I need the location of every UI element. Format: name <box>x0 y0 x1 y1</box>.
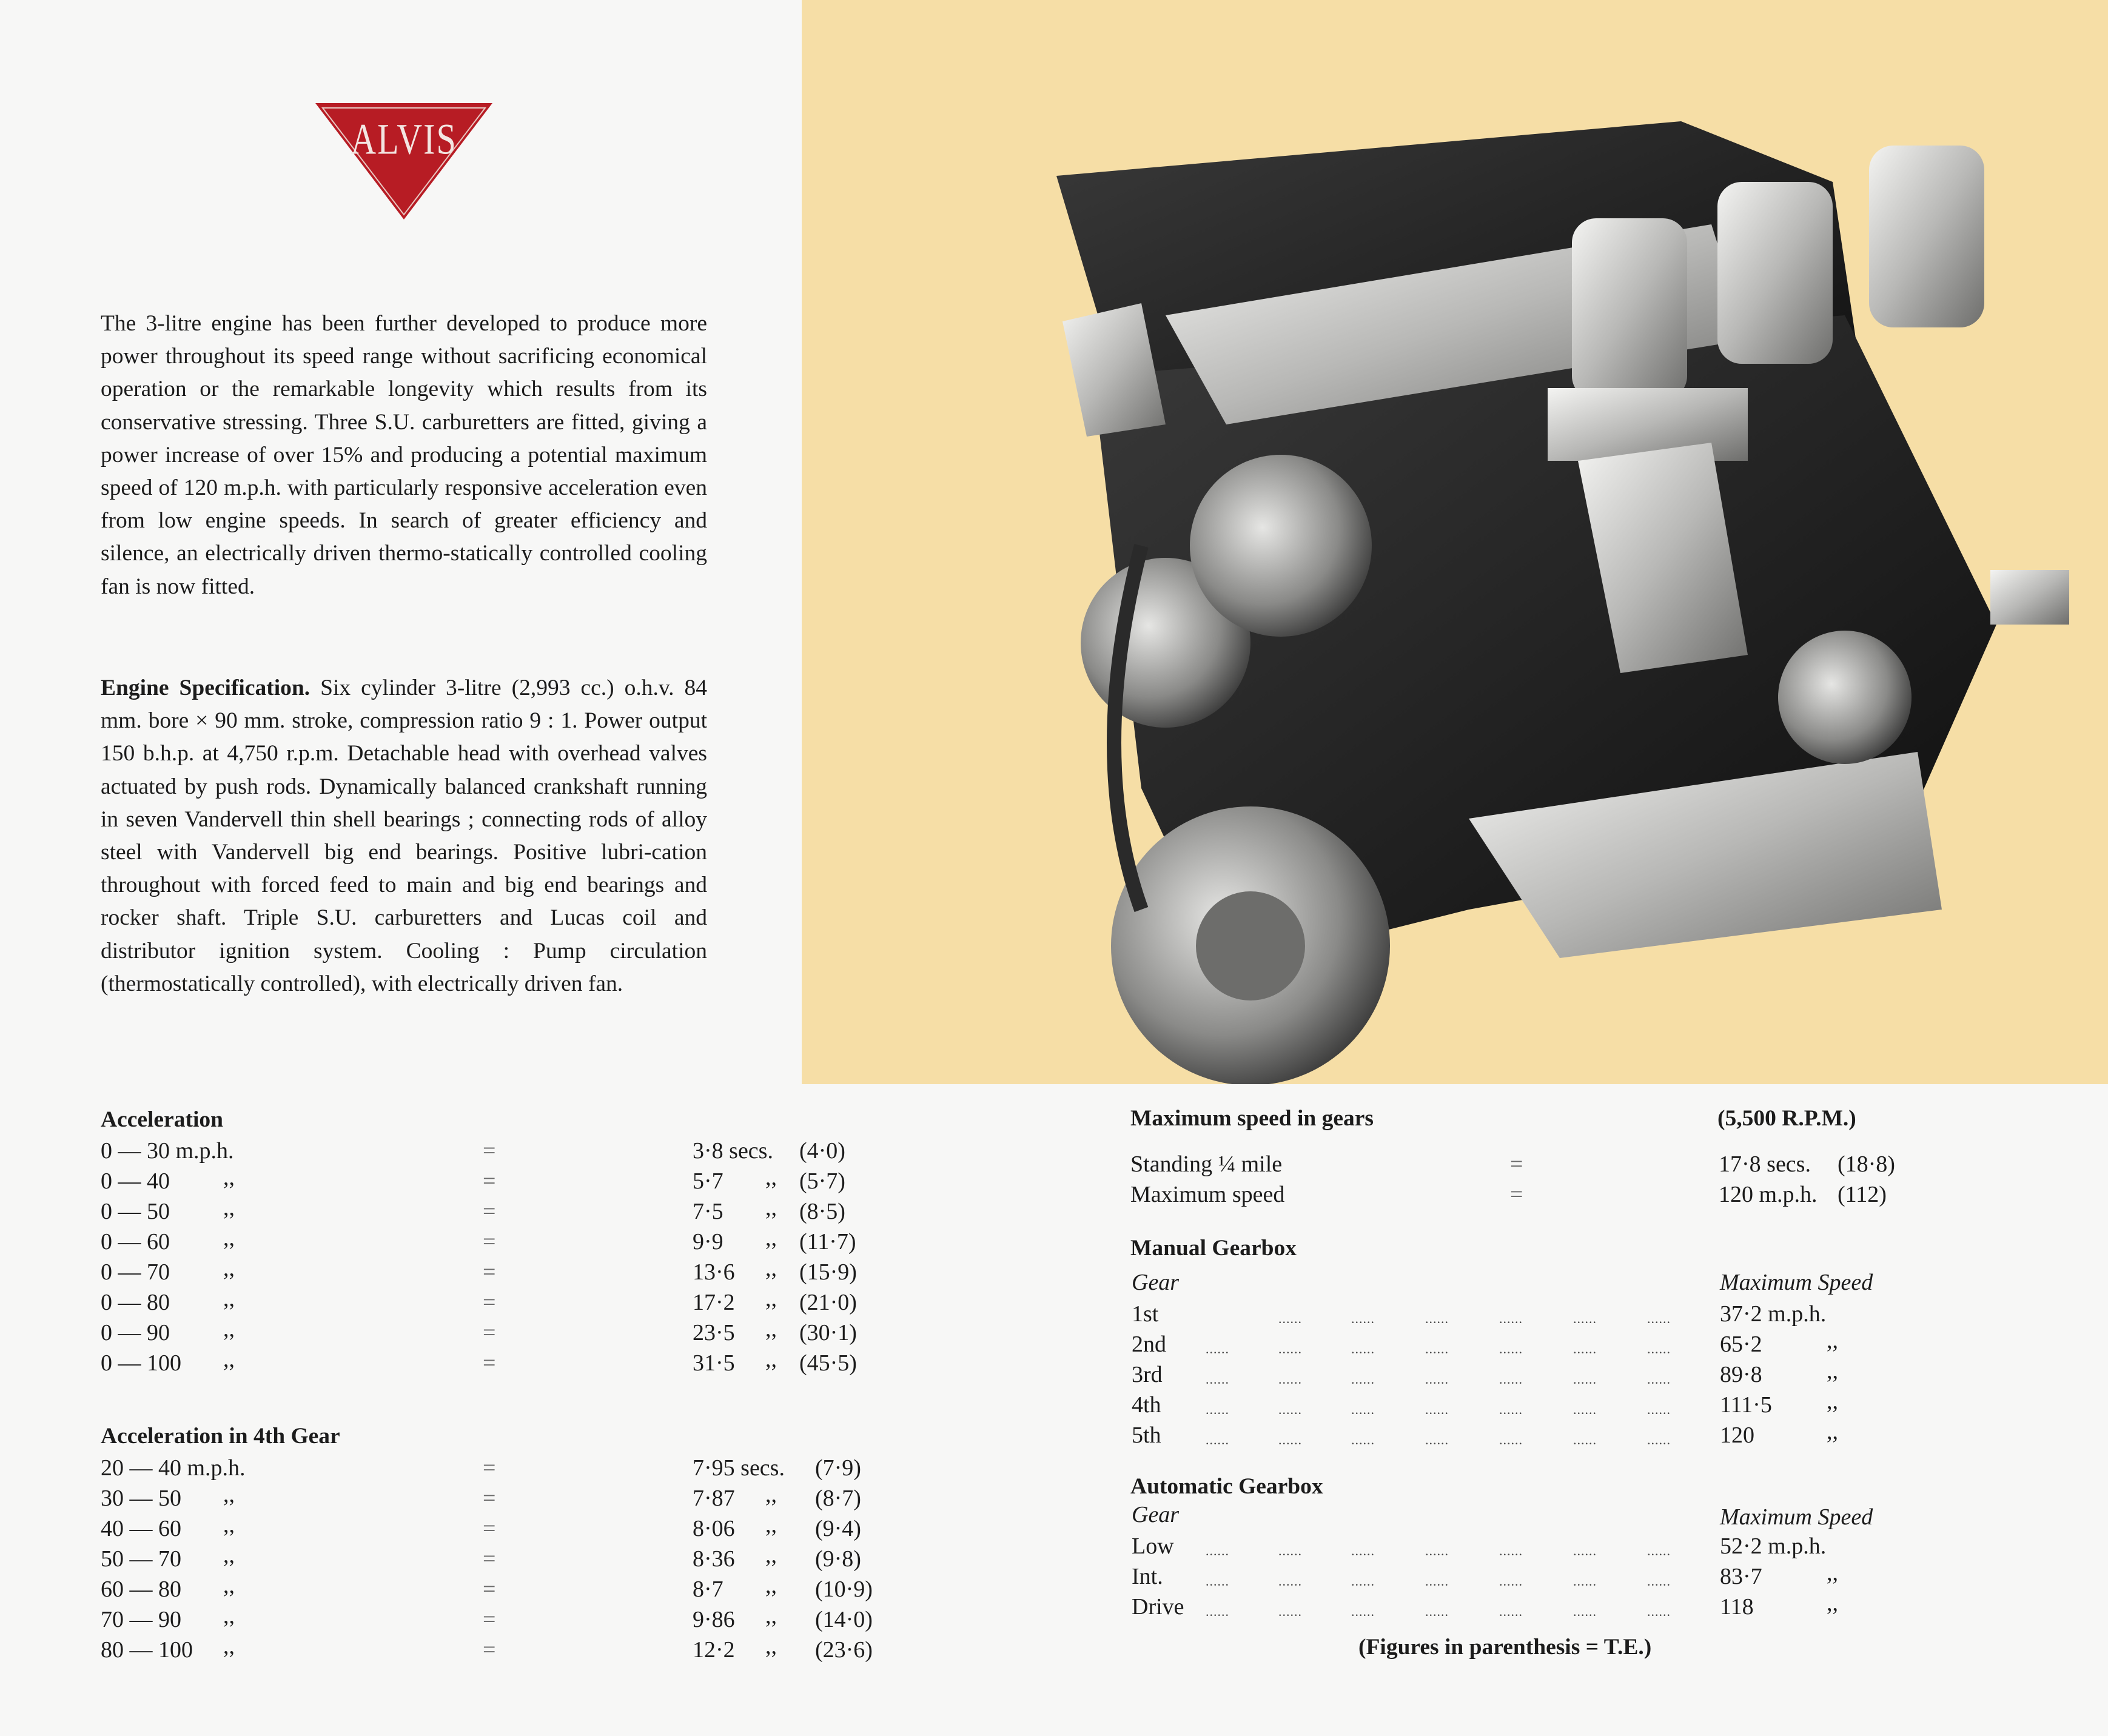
ditto-mark: ,, <box>1827 1590 1838 1616</box>
max-speed-heading: Maximum speed in gears <box>1130 1106 1374 1131</box>
equals-sign: = <box>483 1546 496 1572</box>
row-value: 5·7 <box>693 1168 723 1194</box>
gear-max-speed: 65·2 <box>1720 1332 1762 1357</box>
max-speed-label: Maximum speed <box>1130 1182 1285 1207</box>
leader-dots: ...... <box>1573 1543 1597 1558</box>
row-value: 3·8 secs. <box>693 1138 773 1164</box>
equals-sign: = <box>483 1229 496 1255</box>
row-te-value: (4·0) <box>799 1138 845 1164</box>
max-speed-te: (18·8) <box>1838 1151 1895 1177</box>
svg-text:ALVIS: ALVIS <box>351 115 457 164</box>
leader-dots: ...... <box>1647 1402 1671 1417</box>
gear-label: 3rd <box>1132 1362 1163 1387</box>
leader-dots: ...... <box>1278 1311 1302 1326</box>
acceleration-heading: Acceleration <box>101 1107 223 1132</box>
leader-dots: ...... <box>1278 1543 1302 1558</box>
row-range: 0 — 90 <box>101 1320 170 1346</box>
spec-title: Engine Specification. <box>101 675 310 700</box>
leader-dots: ...... <box>1278 1432 1302 1447</box>
ditto-mark: ,, <box>765 1482 777 1507</box>
leader-dots: ...... <box>1573 1372 1597 1387</box>
ditto-mark: ,, <box>765 1634 777 1659</box>
ditto-mark: ,, <box>223 1512 235 1538</box>
alvis-logo <box>313 101 495 222</box>
row-te-value: (30·1) <box>799 1320 857 1346</box>
ditto-mark: ,, <box>765 1573 777 1598</box>
equals-sign: = <box>483 1607 496 1632</box>
equals-sign: = <box>1510 1151 1523 1177</box>
row-value: 8·36 <box>693 1546 735 1572</box>
row-value: 7·5 <box>693 1199 723 1224</box>
row-value: 31·5 <box>693 1350 735 1376</box>
ditto-mark: ,, <box>765 1316 777 1342</box>
equals-sign: = <box>483 1486 496 1511</box>
leader-dots: ...... <box>1206 1341 1229 1356</box>
leader-dots: ...... <box>1351 1372 1375 1387</box>
max-speed-label: Standing ¼ mile <box>1130 1151 1283 1177</box>
row-value: 7·95 secs. <box>693 1455 785 1481</box>
ditto-mark: ,, <box>223 1316 235 1342</box>
row-range: 0 — 60 <box>101 1229 170 1255</box>
row-te-value: (15·9) <box>799 1259 857 1285</box>
manual-gear-header: Gear <box>1132 1270 1180 1295</box>
leader-dots: ...... <box>1351 1402 1375 1417</box>
ditto-mark: ,, <box>765 1256 777 1281</box>
manual-gearbox-heading: Manual Gearbox <box>1130 1236 1297 1261</box>
equals-sign: = <box>483 1259 496 1285</box>
row-value: 23·5 <box>693 1320 735 1346</box>
leader-dots: ...... <box>1351 1604 1375 1619</box>
row-te-value: (7·9) <box>815 1455 861 1481</box>
leader-dots: ...... <box>1206 1432 1229 1447</box>
engine-illustration <box>802 0 2108 1084</box>
equals-sign: = <box>483 1168 496 1194</box>
leader-dots: ...... <box>1573 1341 1597 1356</box>
row-te-value: (23·6) <box>815 1637 873 1663</box>
row-value: 13·6 <box>693 1259 735 1285</box>
row-te-value: (10·9) <box>815 1577 873 1602</box>
leader-dots: ...... <box>1425 1402 1449 1417</box>
leader-dots: ...... <box>1351 1311 1375 1326</box>
leader-dots: ...... <box>1499 1573 1523 1589</box>
gear-label: Low <box>1132 1533 1174 1559</box>
leader-dots: ...... <box>1351 1573 1375 1589</box>
ditto-mark: ,, <box>765 1347 777 1372</box>
gear-max-speed: 118 <box>1720 1594 1754 1620</box>
leader-dots: ...... <box>1647 1543 1671 1558</box>
leader-dots: ...... <box>1425 1573 1449 1589</box>
leader-dots: ...... <box>1278 1573 1302 1589</box>
ditto-mark: ,, <box>223 1165 235 1190</box>
equals-sign: = <box>483 1138 496 1164</box>
ditto-mark: ,, <box>223 1347 235 1372</box>
leader-dots: ...... <box>1425 1372 1449 1387</box>
row-range: 30 — 50 <box>101 1486 181 1511</box>
equals-sign: = <box>1510 1182 1523 1207</box>
row-range: 50 — 70 <box>101 1546 181 1572</box>
leader-dots: ...... <box>1573 1573 1597 1589</box>
row-value: 8·06 <box>693 1516 735 1541</box>
row-range: 0 — 40 <box>101 1168 170 1194</box>
engine-specification <box>101 672 707 1000</box>
leader-dots: ...... <box>1647 1311 1671 1326</box>
row-te-value: (21·0) <box>799 1290 857 1315</box>
equals-sign: = <box>483 1199 496 1224</box>
automatic-speed-header: Maximum Speed <box>1720 1504 1873 1530</box>
row-te-value: (5·7) <box>799 1168 845 1194</box>
equals-sign: = <box>483 1290 496 1315</box>
leader-dots: ...... <box>1573 1604 1597 1619</box>
ditto-mark: ,, <box>223 1286 235 1312</box>
leader-dots: ...... <box>1573 1402 1597 1417</box>
gear-label: Int. <box>1132 1564 1163 1589</box>
row-range: 0 — 30 m.p.h. <box>101 1138 234 1164</box>
gear-max-speed: 52·2 m.p.h. <box>1720 1533 1827 1559</box>
gear-label: 2nd <box>1132 1332 1166 1357</box>
ditto-mark: ,, <box>765 1512 777 1538</box>
leader-dots: ...... <box>1573 1432 1597 1447</box>
ditto-mark: ,, <box>1827 1560 1838 1586</box>
row-range: 40 — 60 <box>101 1516 181 1541</box>
leader-dots: ...... <box>1206 1372 1229 1387</box>
leader-dots: ...... <box>1278 1341 1302 1356</box>
gear-max-speed: 37·2 m.p.h. <box>1720 1301 1827 1327</box>
equals-sign: = <box>483 1350 496 1376</box>
gear-label: 4th <box>1132 1392 1161 1418</box>
equals-sign: = <box>483 1637 496 1663</box>
leader-dots: ...... <box>1499 1311 1523 1326</box>
leader-dots: ...... <box>1499 1341 1523 1356</box>
equals-sign: = <box>483 1516 496 1541</box>
intro-paragraph: The 3-litre engine has been further developed to produce more power throughout its speed range without sacrificing economical operation or the remarkable longevity which results from its conservative stressing. Three S.U. carburetters are fitted, giving a power increase of over 15% and producing a potential maximum speed of 120 m.p.h. with particularly responsive acceleration even from low engine speeds. In search of greater efficiency and silence, an electrically driven thermo-statically controlled cooling fan is now fitted. <box>101 311 707 599</box>
ditto-mark: ,, <box>223 1482 235 1507</box>
equals-sign: = <box>483 1577 496 1602</box>
row-value: 17·2 <box>693 1290 735 1315</box>
leader-dots: ...... <box>1351 1543 1375 1558</box>
gear-label: 1st <box>1132 1301 1159 1327</box>
footnote: (Figures in parenthesis = T.E.) <box>1358 1635 1652 1660</box>
ditto-mark: ,, <box>765 1603 777 1629</box>
leader-dots: ...... <box>1425 1543 1449 1558</box>
leader-dots: ...... <box>1278 1402 1302 1417</box>
ditto-mark: ,, <box>223 1256 235 1281</box>
ditto-mark: ,, <box>223 1543 235 1568</box>
manual-speed-header: Maximum Speed <box>1720 1270 1873 1295</box>
leader-dots: ...... <box>1206 1402 1229 1417</box>
ditto-mark: ,, <box>223 1195 235 1221</box>
row-range: 60 — 80 <box>101 1577 181 1602</box>
row-te-value: (11·7) <box>799 1229 856 1255</box>
gear-max-speed: 83·7 <box>1720 1564 1762 1589</box>
row-range: 0 — 50 <box>101 1199 170 1224</box>
row-value: 12·2 <box>693 1637 735 1663</box>
ditto-mark: ,, <box>1827 1389 1838 1414</box>
row-te-value: (45·5) <box>799 1350 857 1376</box>
ditto-mark: ,, <box>1827 1358 1838 1384</box>
leader-dots: ...... <box>1647 1341 1671 1356</box>
leader-dots: ...... <box>1425 1604 1449 1619</box>
max-speed-value: 120 m.p.h. <box>1719 1182 1818 1207</box>
ditto-mark: ,, <box>223 1634 235 1659</box>
row-te-value: (8·7) <box>815 1486 861 1511</box>
leader-dots: ...... <box>1351 1341 1375 1356</box>
leader-dots: ...... <box>1647 1604 1671 1619</box>
leader-dots: ...... <box>1278 1604 1302 1619</box>
rpm-note: (5,500 R.P.M.) <box>1717 1106 1856 1131</box>
gear-max-speed: 120 <box>1720 1423 1754 1448</box>
leader-dots: ...... <box>1206 1604 1229 1619</box>
spec-text: Six cylinder 3-litre (2,993 cc.) o.h.v. 84 mm. bore × 90 mm. stroke, compression ratio 9 : 1. Power output 150 b.h.p. at 4,750 r.p.m. Detachable head with overhead valves actuated by push rods. Dynamically balanced crankshaft running in seven Vandervell thin shell bearings ; connecting rods of alloy steel with Vandervell big end bearings. Positive lubri-cation throughout with forced feed to main and big end bearings and rocker shaft. Triple S.U. carburetters and Lucas coil and distributor ignition system. Cooling : Pump circulation (thermostatically controlled), with electrically driven fan. <box>101 675 707 996</box>
leader-dots: ...... <box>1499 1604 1523 1619</box>
row-range: 0 — 80 <box>101 1290 170 1315</box>
leader-dots: ...... <box>1573 1311 1597 1326</box>
ditto-mark: ,, <box>765 1225 777 1251</box>
leader-dots: ...... <box>1206 1573 1229 1589</box>
row-te-value: (8·5) <box>799 1199 845 1224</box>
row-range: 80 — 100 <box>101 1637 193 1663</box>
row-range: 70 — 90 <box>101 1607 181 1632</box>
automatic-gearbox-heading: Automatic Gearbox <box>1130 1474 1323 1499</box>
leader-dots: ...... <box>1425 1311 1449 1326</box>
acceleration-4th-heading: Acceleration in 4th Gear <box>101 1424 340 1449</box>
ditto-mark: ,, <box>223 1225 235 1251</box>
row-value: 9·86 <box>693 1607 735 1632</box>
leader-dots: ...... <box>1499 1372 1523 1387</box>
leader-dots: ...... <box>1425 1341 1449 1356</box>
gear-max-speed: 111·5 <box>1720 1392 1772 1418</box>
row-te-value: (9·4) <box>815 1516 861 1541</box>
ditto-mark: ,, <box>765 1286 777 1312</box>
gear-max-speed: 89·8 <box>1720 1362 1762 1387</box>
equals-sign: = <box>483 1320 496 1346</box>
equals-sign: = <box>483 1455 496 1481</box>
leader-dots: ...... <box>1647 1372 1671 1387</box>
ditto-mark: ,, <box>223 1573 235 1598</box>
row-value: 7·87 <box>693 1486 735 1511</box>
gear-label: 5th <box>1132 1423 1161 1448</box>
gear-label: Drive <box>1132 1594 1184 1620</box>
leader-dots: ...... <box>1425 1432 1449 1447</box>
max-speed-te: (112) <box>1838 1182 1887 1207</box>
row-value: 8·7 <box>693 1577 723 1602</box>
leader-dots: ...... <box>1499 1543 1523 1558</box>
ditto-mark: ,, <box>765 1165 777 1190</box>
max-speed-value: 17·8 secs. <box>1719 1151 1811 1177</box>
row-range: 20 — 40 m.p.h. <box>101 1455 246 1481</box>
ditto-mark: ,, <box>1827 1328 1838 1353</box>
leader-dots: ...... <box>1278 1372 1302 1387</box>
leader-dots: ...... <box>1647 1573 1671 1589</box>
row-te-value: (14·0) <box>815 1607 873 1632</box>
leader-dots: ...... <box>1351 1432 1375 1447</box>
ditto-mark: ,, <box>223 1603 235 1629</box>
ditto-mark: ,, <box>1827 1419 1838 1444</box>
row-te-value: (9·8) <box>815 1546 861 1572</box>
automatic-gear-header: Gear <box>1132 1502 1180 1527</box>
row-value: 9·9 <box>693 1229 723 1255</box>
row-range: 0 — 100 <box>101 1350 181 1376</box>
ditto-mark: ,, <box>765 1543 777 1568</box>
leader-dots: ...... <box>1499 1432 1523 1447</box>
leader-dots: ...... <box>1647 1432 1671 1447</box>
ditto-mark: ,, <box>765 1195 777 1221</box>
leader-dots: ...... <box>1206 1543 1229 1558</box>
leader-dots: ...... <box>1499 1402 1523 1417</box>
row-range: 0 — 70 <box>101 1259 170 1285</box>
